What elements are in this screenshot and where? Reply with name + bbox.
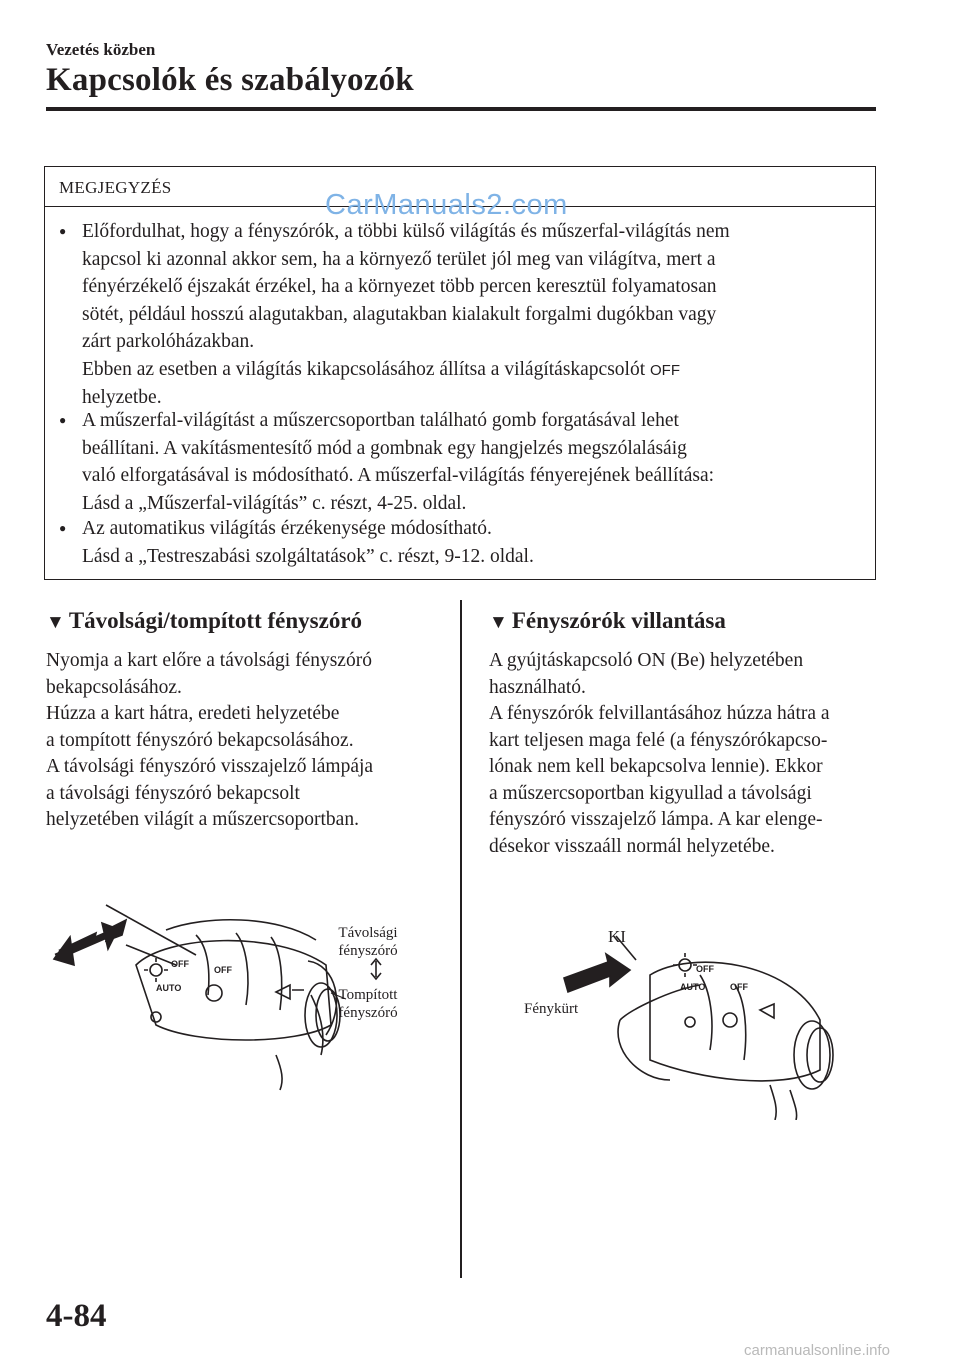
body-text: Nyomja a kart előre a távolsági fényszóró <box>46 650 372 671</box>
section-title-flashing <box>489 608 726 634</box>
note-text: kapcsol ki azonnal akkor sem, ha a környező terület jól meg van világítva, mert a <box>82 248 716 270</box>
label-on: KI <box>608 927 626 946</box>
body-text: Húzza a kart hátra, eredeti helyzetébe <box>46 703 340 724</box>
note-title: MEGJEGYZÉS <box>59 178 172 197</box>
pull-arrow-icon <box>564 954 630 992</box>
bullet-icon: ● <box>59 521 67 535</box>
switch-off-label: OFF <box>171 959 189 969</box>
note-text: Előfordulhat, hogy a fényszórók, a többi külső világítás és műszerfal-világítás nem <box>82 221 730 242</box>
section-title-text: Fényszórók villantása <box>511 608 726 633</box>
section-label: Vezetés közben <box>46 40 156 59</box>
note-text: A műszerfal-világítást a műszercsoportban található gomb forgatásával lehet <box>82 410 679 431</box>
lever-illustration-flashing <box>520 927 860 1120</box>
body-text: A gyújtáskapcsoló ON (Be) helyzetében <box>489 650 804 671</box>
note-text: Az automatikus világítás érzékenysége módosítható. <box>82 518 492 539</box>
label-line: Távolsági <box>338 925 398 941</box>
label-high-beam <box>328 924 408 960</box>
switch-off-label: OFF <box>696 964 714 974</box>
note-text: beállítani. A vakításmentesítő mód a gombnak egy hangjelzés megszólalásáig <box>82 437 687 459</box>
body-text: fényszóró visszajelző lámpa. A kar elenge- <box>489 809 823 830</box>
section-title-text: Távolsági/tompított fényszóró <box>68 608 363 633</box>
note-text: sötét, például hosszú alagutakban, alagutakban kialakult forgalmi dugókban vagy <box>82 303 717 325</box>
watermark: CarManuals2.com <box>325 189 568 221</box>
label-flash: Fénykürt <box>524 1001 579 1017</box>
switch-position-label: OFF <box>650 361 681 379</box>
label-line: fényszóró <box>338 1005 398 1021</box>
note-text: fényérzékelő éjszakát érzékel, ha a környezet több percen keresztül folyamatosan <box>82 276 717 297</box>
page-number: 4-84 <box>46 1298 107 1334</box>
body-text: A fényszórók felvillantásához húzza hátra a <box>489 703 830 724</box>
bullet-icon: ● <box>59 413 67 427</box>
body-text: bekapcsolásához. <box>46 676 182 698</box>
note-text: való elforgatásával is módosítható. A műszerfal-világítás fényerejének beállítása: <box>82 465 715 486</box>
up-down-arrow-icon <box>371 959 381 979</box>
body-text: kart teljesen maga felé (a fényszórókapcso- <box>489 729 828 751</box>
bullet-icon: ● <box>59 224 67 238</box>
column-divider <box>460 600 462 1278</box>
header-rule <box>46 107 876 111</box>
note-text: Ebben az esetben a világítás kikapcsolásához állítsa a világításkapcsolót <box>82 358 646 380</box>
note-text: zárt parkolóházakban. <box>82 331 255 352</box>
note-text: Lásd a „Testreszabási szolgáltatások” c. részt, 9-12. oldal. <box>82 545 534 567</box>
switch-off-label: OFF <box>730 982 748 992</box>
body-text: helyzetében világít a műszercsoportban. <box>46 809 359 830</box>
right-column-text <box>489 648 830 860</box>
body-text: désekor visszaáll normál helyzetébe. <box>489 835 775 857</box>
site-footer: carmanualsonline.info <box>744 1342 890 1359</box>
body-text: a tompított fényszóró bekapcsolásához. <box>46 729 354 751</box>
section-title-high-low-beam <box>46 608 362 634</box>
label-line: fényszóró <box>338 943 398 959</box>
triangle-marker-icon: ▼ <box>46 612 65 633</box>
body-text: használható. <box>489 676 586 698</box>
body-text: A távolsági fényszóró visszajelző lámpája <box>46 756 374 777</box>
switch-auto-label: AUTO <box>156 983 182 993</box>
body-text: a műszercsoportban kigyullad a távolsági <box>489 782 812 804</box>
triangle-marker-icon: ▼ <box>489 612 508 633</box>
switch-auto-label: AUTO <box>680 982 706 992</box>
note-text: Lásd a „Műszerfal-világítás” c. részt, 4-25. oldal. <box>82 492 467 514</box>
note-box <box>44 166 876 580</box>
label-low-beam <box>328 986 408 1022</box>
body-text: lónak nem kell bekapcsolva lennie). Ekkor <box>489 756 823 777</box>
chapter-title: Kapcsolók és szabályozók <box>46 62 414 98</box>
note-text: helyzetbe. <box>82 387 162 408</box>
switch-off-label: OFF <box>214 965 232 975</box>
label-line: Tompított <box>338 987 398 1003</box>
left-column-text <box>46 648 373 834</box>
body-text: a távolsági fényszóró bekapcsolt <box>46 782 300 804</box>
